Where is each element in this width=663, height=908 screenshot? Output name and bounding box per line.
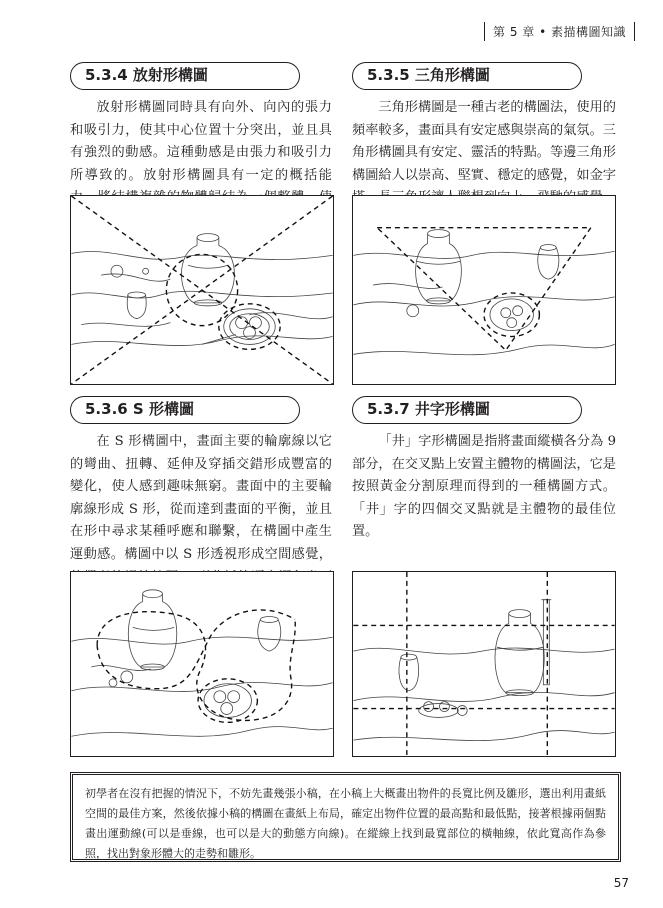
figure-grid-composition: [352, 571, 616, 757]
chapter-header: 第 5 章 • 素描構圖知識: [484, 22, 635, 41]
section-body-s-shape: 在 S 形構圖中，畫面主要的輪廓線以它的彎曲、扭轉、延伸及穿插交錯形成豐富的變化，使人感到趣味無窮。畫面中的主要輪廓線形成 S 形，從而達到畫面的平衡，並且在形中尋求某種呼應和聯繫，在構圖中產生運動感。構圖中以 S 形透視形成空間感覺，: [70, 434, 332, 562]
section-title-grid: 5.3.7 井字形構圖: [352, 396, 582, 424]
tip-note: 初學者在沒有把握的情況下，不妨先畫幾張小稿，在小稿上大概畫出物件的長寬比例及雛形，選出利用畫紙空間的最佳方案，然後依據小稿的構圖在畫紙上布局，確定出物件位置的最高點和最低點，接著根據兩個點畫出運動線(可以是垂線，也可以是大的動態方向線)。在縱線上找到最寬部位的橫軸線，依此寬高作為參照，找出對象形體大的走勢和雛形。: [70, 772, 621, 862]
triangle-sketch: [353, 196, 615, 384]
section-title-triangle: 5.3.5 三角形構圖: [352, 62, 582, 90]
section-title-radial: 5.3.4 放射形構圖: [70, 62, 300, 90]
section-title-s-shape: 5.3.6 S 形構圖: [70, 396, 300, 424]
section-body-triangle: 三角形構圖是一種古老的構圖法，使用的頻率較多，畫面具有安定感與崇高的氣氛。三角形構圖具有安定、靈活的特點。等邊三角形構圖給人以崇高、堅實、穩定的感覺，如金字: [352, 100, 616, 183]
figure-triangle-composition: [352, 195, 616, 385]
figure-radial-composition: [70, 195, 334, 385]
grid-sketch: [353, 572, 615, 756]
page-number: 57: [613, 876, 629, 890]
section-body-grid: 「井」字形構圖是指將畫面縱橫各分為 9 部分，在交叉點上安置主體物的構圖法，它是按照黃金分割原理而得到的一種構圖方式。「井」字的四個交叉點就是主體物的最佳位置。: [352, 434, 616, 540]
section-body-radial: 放射形構圖同時具有向外、向內的張力和吸引力，使其中心位置十分突出，並且具有強烈的動感。這種動感是由張力和吸引力所導致的。放射形構圖具有一定的概括能: [70, 100, 332, 183]
figure-s-composition: [70, 571, 334, 757]
s-shape-sketch: [71, 572, 333, 756]
radial-sketch: [71, 196, 333, 384]
